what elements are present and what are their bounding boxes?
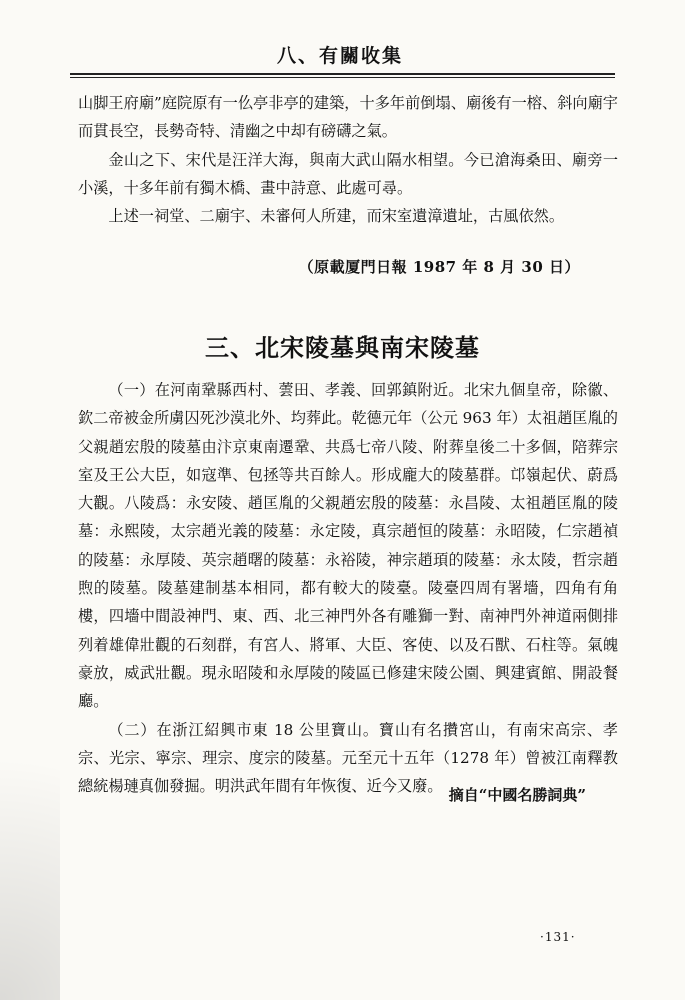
- paragraph: 上述一祠堂、二廟宇、未審何人所建，而宋室遺漳遺址，古風依然。: [108, 207, 565, 226]
- page-number: ·131·: [540, 930, 576, 944]
- header-rule-thin: [70, 77, 615, 78]
- section-title: 三、北宋陵墓與南宋陵墓: [205, 333, 480, 362]
- running-header: 八、有關收集: [276, 45, 403, 67]
- paragraph: 山脚王府廟”庭院原有一仫亭非亭的建築，十多年前倒塌、廟後有一榕、斜向廟宇而貫長空，長勢奇特、清幽之中却有磅礴之氣。: [78, 94, 618, 141]
- paragraph: 金山之下、宋代是汪洋大海，與南大武山隔水相望。今已滄海桑田、廟旁一小溪，十多年前有獨木橋、畫中詩意、此處可尋。: [78, 150, 618, 197]
- source-note: （原載厦門日報 1987 年 8 月 30 日）: [298, 258, 580, 276]
- paragraph: （二）在浙江紹興市東 18 公里寶山。寶山有名攢宮山，有南宋高宗、孝宗、光宗、寧宗、理宗、度宗的陵墓。元至元十五年（1278 年）曾被江南釋教總統楊璉真伽發掘。明洪武年間有年恢復、近今又廢。: [78, 720, 618, 796]
- header-rule: [70, 73, 615, 75]
- paragraph: （一）在河南鞏縣西村、蕓田、孝義、回郭鎮附近。北宋九個皇帝，除徽、欽二帝被金所虜囚死沙漠北外、均葬此。乾德元年（公元 963 年）太祖趙匡胤的父親趙宏殷的陵墓由汴京東南遷鞏、共爲七帝八陵、附葬皇後二十多個，陪葬宗室及王公大臣，如寇準、包拯等共百餘人。形成龐大的陵墓群。邙嶺起伏、蔚爲大觀。八陵爲：永安陵、趙匡胤的父親趙宏殷的陵墓：永昌陵、太祖趙匡胤的陵墓：永熙陵，太宗趙光義的陵墓：永定陵，真宗趙恒的陵墓：永昭陵，仁宗趙禎的陵墓：永厚陵、英宗趙曙的陵墓：永裕陵，神宗趙頊的陵墓：永太陵，哲宗趙煦的陵墓。陵墓建制基本相同，都有較大的陵臺。陵臺四周有署墻，四角有角樓，四墻中間設神門、東、西、北三神門外各有雕獅一對、南神門外神道兩側排列着雄偉壯觀的石刻群，有宮人、將軍、大臣、客使、以及石獸、石柱等。氣魄豪放，威武壯觀。現永昭陵和永厚陵的陵區已修建宋陵公園、興建賓館、開設餐廳。: [78, 381, 618, 711]
- section-body: [78, 376, 618, 800]
- excerpt-note: 摘自“中國名勝詞典”: [448, 786, 586, 804]
- top-section-text: [78, 89, 618, 230]
- scan-noise: [0, 660, 60, 1000]
